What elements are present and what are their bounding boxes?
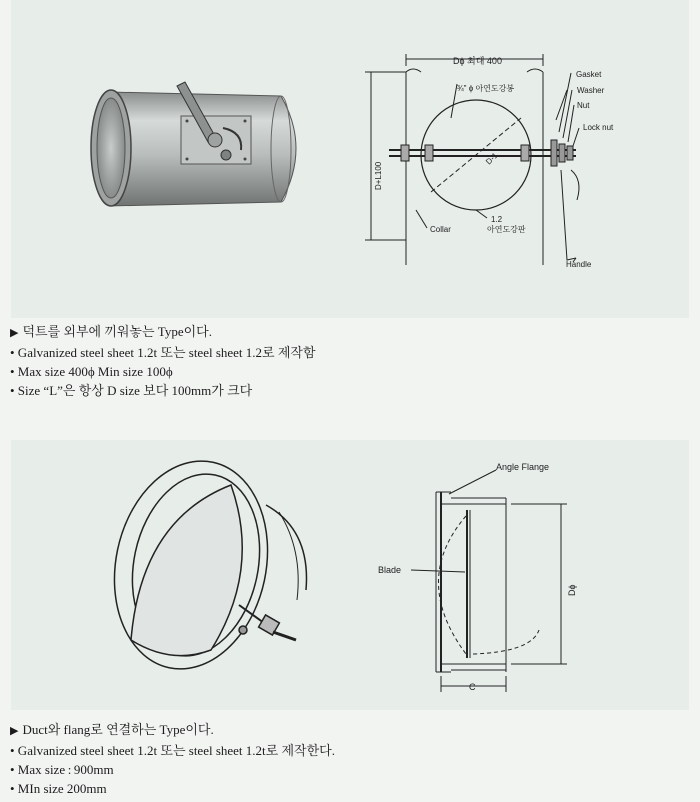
section1-figure: [11, 0, 689, 318]
section2-description: [10, 720, 335, 798]
length-dimension-label: D+L100: [374, 161, 383, 190]
section1-bullet-material: • Galvanized steel sheet 1.2t 또는 steel sheet 1.2로 제작함: [10, 345, 316, 360]
section2-technical-drawing: [411, 470, 567, 692]
section2-figure: [11, 440, 689, 710]
lock-nut-label: Lock nut: [583, 123, 614, 132]
section2-bullet-material: • Galvanized steel sheet 1.2t 또는 steel sheet 1.2t로 제작한다.: [10, 743, 335, 758]
plate-thickness-label: 1.2: [491, 215, 503, 224]
section1-description: [10, 322, 316, 400]
plate-material-label: 아연도강판: [487, 225, 526, 234]
gasket-label: Gasket: [576, 70, 602, 79]
section2-figure-panel: [11, 440, 689, 710]
section2-bullet-max-size: • Max size : 900mm: [10, 762, 114, 777]
diameter-dimension-label: Dϕ: [567, 584, 577, 596]
section2-bullet-min-size: • MIn size 200mm: [10, 781, 107, 796]
washer-label: Washer: [577, 86, 605, 95]
section1-bullet-size: • Max size 400ϕ Min size 100ϕ: [10, 364, 173, 379]
diameter-top-label: Dϕ 최대 400: [453, 56, 502, 66]
section1-bullet-length: • Size “L”은 항상 D size 보다 100mm가 크다: [10, 383, 253, 398]
nut-label: Nut: [577, 101, 590, 110]
section1-figure-panel: [11, 0, 689, 318]
ring-damper-illustration: [96, 447, 307, 684]
damper-photo-cylinder: [91, 82, 296, 206]
triangle-bullet-icon: ▶: [10, 725, 19, 737]
angle-flange-label: Angle Flange: [496, 462, 550, 472]
blade-diameter-label: D-1: [484, 150, 500, 167]
section2-heading: ▶ Duct와 flang로 연결하는 Type이다.: [10, 722, 214, 737]
depth-dimension-label: C: [469, 682, 476, 692]
rod-label: ¾" ϕ 아연도강봉: [457, 84, 515, 93]
collar-label: Collar: [430, 225, 451, 234]
handle-label: Handle: [566, 260, 592, 269]
section1-heading: ▶ 덕트를 외부에 끼워놓는 Type이다.: [10, 324, 212, 339]
triangle-bullet-icon: ▶: [10, 327, 19, 339]
blade-label: Blade: [378, 565, 402, 575]
